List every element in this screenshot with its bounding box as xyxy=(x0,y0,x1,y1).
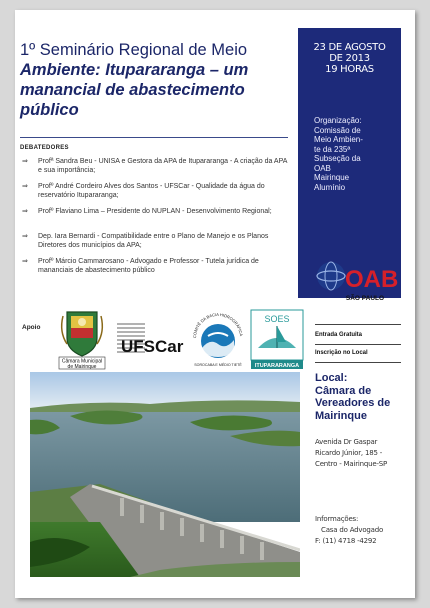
event-date xyxy=(298,42,401,75)
contact-phone: F: (11) 4718 -4292 xyxy=(315,537,377,545)
organization-line: Subseção da xyxy=(314,154,361,163)
comite-bacia-logo xyxy=(188,308,248,370)
debater-text: Profº Flaviano Lima – Presidente do NUPLAN - Desenvolvimento Regional; xyxy=(38,208,272,215)
ufscar-logo xyxy=(115,318,187,364)
date-line-1: 23 DE AGOSTO xyxy=(313,42,386,53)
support-label: Apoio xyxy=(22,324,41,331)
debaters-list xyxy=(20,157,290,282)
list-item xyxy=(20,157,290,175)
arrow-right-icon: ⇒ xyxy=(22,183,28,190)
ufscar-wordmark: UFSCar xyxy=(121,337,184,356)
arrow-right-icon: ⇒ xyxy=(22,208,28,215)
contact-info xyxy=(315,514,407,547)
oab-subtitle: SÃO PAULO xyxy=(345,295,385,302)
debater-text: Profº Márcio Cammarosano - Advogado e Professor - Tutela jurídica de mananciais de abastecimento público xyxy=(38,258,259,274)
organization-line: Mairinque xyxy=(314,173,350,182)
organization-label: Organização: xyxy=(314,116,362,125)
venue-line: Câmara de xyxy=(315,384,372,397)
venue-line: Vereadores de xyxy=(315,397,391,409)
divider xyxy=(315,362,401,363)
title-line-2: Ambiente: Itupararanga – um manancial de abastecimento público xyxy=(20,61,249,119)
divider xyxy=(315,344,401,345)
title-divider xyxy=(20,137,288,138)
itupararanga-label: ITUPARARANGA xyxy=(254,363,300,369)
title-line-1: 1º Seminário Regional de Meio xyxy=(20,41,248,59)
organization-line: te da 235ª xyxy=(314,144,351,154)
address-line: Avenida Dr Gaspar xyxy=(315,438,378,446)
venue-address xyxy=(315,437,407,470)
debater-text: Profª Sandra Beu - UNISA e Gestora da APA de Itupararanga - A criação da APA e sua importância; xyxy=(38,158,288,174)
oab-wordmark: OAB xyxy=(345,266,399,293)
organization-line: Meio Ambien- xyxy=(314,135,363,144)
venue-title xyxy=(315,372,405,422)
venue-line: Mairinque xyxy=(315,409,367,422)
venue-line: Local: xyxy=(315,372,348,384)
entry-info: Entrada Gratuita xyxy=(315,332,363,338)
soes-itupararanga-logo xyxy=(248,308,306,370)
comite-bottom-text: SOROCABA E MÉDIO TIETÊ xyxy=(194,363,242,367)
arrow-right-icon: ⇒ xyxy=(22,158,28,165)
soes-wordmark: SOES xyxy=(264,314,290,324)
page-title xyxy=(20,40,285,120)
divider xyxy=(315,324,401,325)
debater-text: Dep. Iara Bernardi - Compatibilidade entre o Plano de Manejo e os Planos Diretores dos municípios da APA; xyxy=(38,233,269,249)
address-line: Ricardo Júnior, 185 - xyxy=(315,449,383,457)
list-item xyxy=(20,207,290,225)
camara-name-line1: Câmara Municipal xyxy=(61,358,103,365)
oab-sao-paulo-logo xyxy=(315,254,401,308)
arrow-right-icon: ⇒ xyxy=(22,258,28,265)
comite-arc-text: COMITÊ DA BACIA HIDROGRÁFICA xyxy=(191,311,244,339)
debaters-heading: DEBATEDORES xyxy=(20,145,69,151)
contact-label: Informações: xyxy=(315,515,359,523)
arrow-right-icon: ⇒ xyxy=(22,233,28,240)
camara-name-line2: de Mairinque xyxy=(67,364,97,370)
debater-text: Profº André Cordeiro Alves dos Santos - UFSCar - Qualidade da água do reservatório Itupararanga; xyxy=(38,183,265,199)
contact-place: Casa do Advogado xyxy=(321,526,384,534)
organization-line: Alumínio xyxy=(314,182,346,192)
date-line-2: DE 2013 xyxy=(329,53,370,64)
list-item xyxy=(20,257,290,275)
registration-info: Inscrição no Local xyxy=(315,350,368,356)
list-item xyxy=(20,182,290,200)
address-line: Centro - Mairinque-SP xyxy=(315,460,388,468)
organization-block xyxy=(314,116,398,192)
list-item xyxy=(20,232,290,250)
reservoir-dam-photo xyxy=(30,372,300,577)
camara-municipal-logo xyxy=(57,308,107,370)
event-time: 19 HORAS xyxy=(325,64,374,75)
organization-line: OAB xyxy=(314,163,331,173)
organization-line: Comissão de xyxy=(314,125,361,135)
